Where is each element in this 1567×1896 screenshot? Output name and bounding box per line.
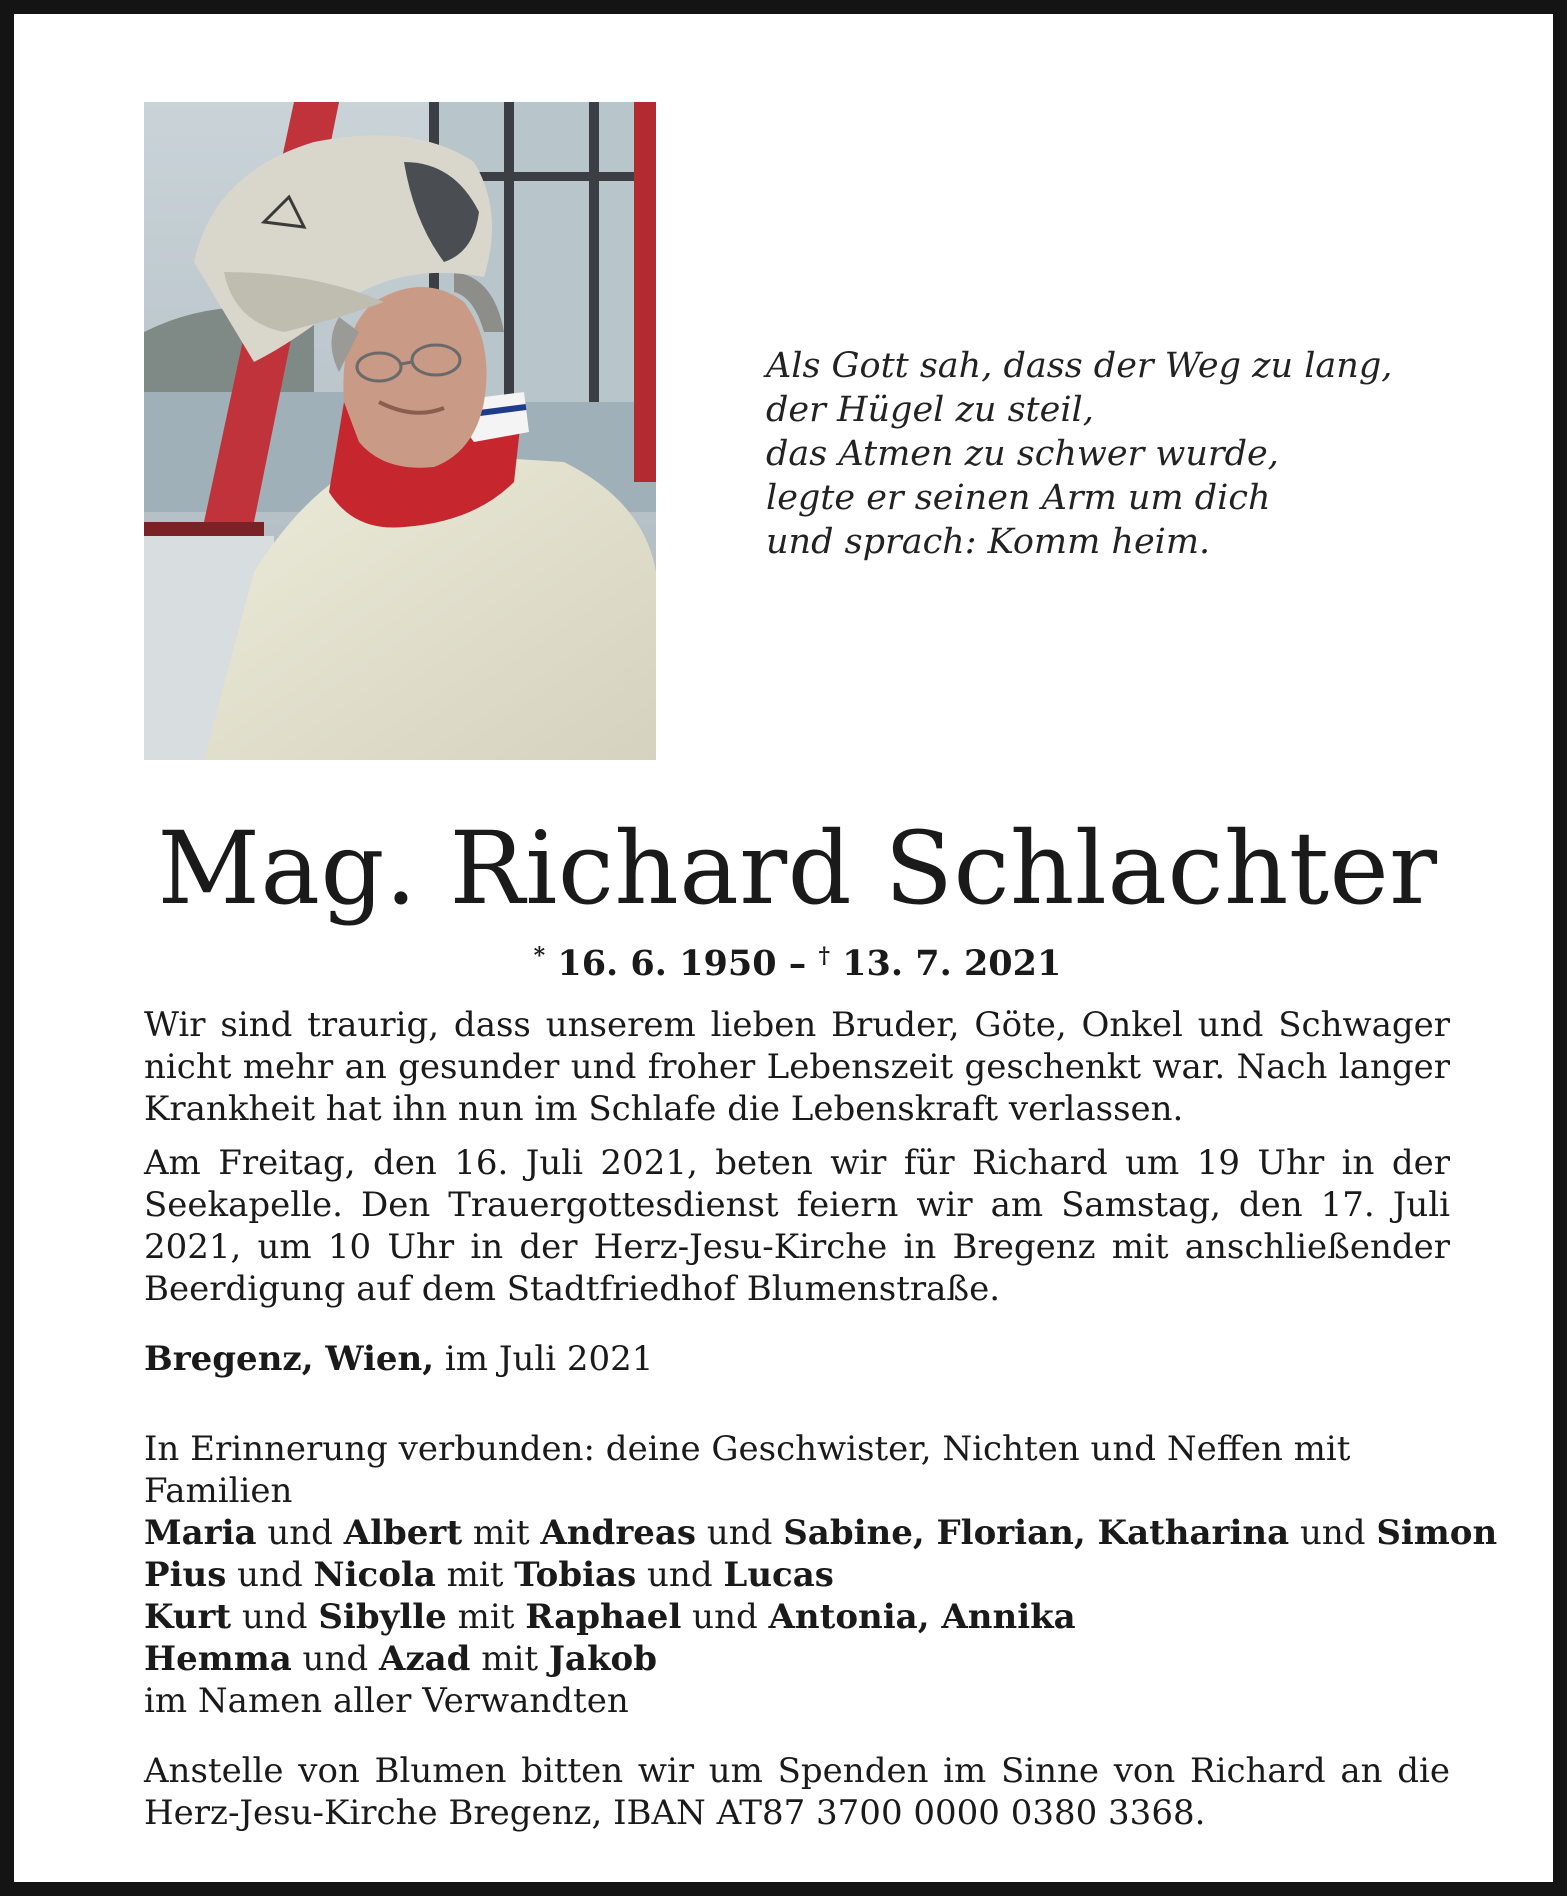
- family-member-name: Albert: [343, 1513, 463, 1553]
- family-line: [144, 1596, 1450, 1638]
- family-connector: und: [636, 1555, 724, 1595]
- family-line: [144, 1638, 1450, 1680]
- family-member-name: Antonia, Annika: [768, 1597, 1076, 1637]
- family-member-name: Simon: [1376, 1513, 1498, 1553]
- memory-intro: In Erinnerung verbunden: deine Geschwister, Nichten und Neffen mit Familien: [144, 1429, 1351, 1511]
- family-member-name: Andreas: [540, 1513, 697, 1553]
- family-connector: mit: [462, 1513, 541, 1553]
- portrait-photo: [144, 102, 656, 760]
- life-dates: [14, 935, 1567, 985]
- donation-note: Anstelle von Blumen bitten wir um Spenden im Sinne von Richard an die Herz-Jesu-Kirche Bregenz, IBAN AT87 3700 0000 0380 3368.: [144, 1751, 1450, 1833]
- memory-closing: im Namen aller Verwandten: [144, 1681, 629, 1721]
- poem-line: und sprach: Komm heim.: [766, 522, 1211, 562]
- family-connector: mit: [435, 1555, 515, 1595]
- family-connector: und: [226, 1555, 314, 1595]
- family-member-name: Hemma: [144, 1639, 292, 1679]
- poem-line: legte er seinen Arm um dich: [766, 478, 1271, 518]
- birth-date: 16. 6. 1950: [557, 943, 777, 984]
- birth-symbol: *: [533, 943, 546, 969]
- deceased-name: Mag. Richard Schlachter: [157, 810, 1438, 927]
- family-member-name: Jakob: [548, 1639, 657, 1679]
- family-line: [144, 1554, 1450, 1596]
- announcement-paragraph: Wir sind traurig, dass unserem lieben Bruder, Göte, Onkel und Schwager nicht mehr an gesunder und froher Lebenszeit geschenkt war. Nach langer Krankheit hat ihn nun im Schlafe die Lebenskraft verlassen.: [144, 1005, 1450, 1129]
- family-connector: mit: [470, 1639, 549, 1679]
- memory-section: [144, 1428, 1498, 1722]
- family-member-name: Sibylle: [318, 1597, 447, 1637]
- family-member-name: Lucas: [723, 1555, 834, 1595]
- death-symbol: †: [818, 943, 830, 969]
- family-member-name: Maria: [144, 1513, 257, 1553]
- family-member-name: Raphael: [525, 1597, 682, 1637]
- family-connector: und: [1289, 1513, 1377, 1553]
- place-date-line: [144, 1338, 1450, 1380]
- family-list: [144, 1512, 1498, 1680]
- service-paragraph: Am Freitag, den 16. Juli 2021, beten wir für Richard um 19 Uhr in der Seekapelle. Den Trauergottesdienst feiern wir am Samstag, den 17. Juli 2021, um 10 Uhr in der Herz-Jesu-Kirche in Bregenz mit anschließender Beerdigung auf dem Stadtfriedhof Blumenstraße.: [144, 1143, 1450, 1309]
- family-member-name: Kurt: [144, 1597, 232, 1637]
- family-connector: mit: [446, 1597, 526, 1637]
- poem: [766, 344, 1393, 564]
- obituary-body: [144, 1004, 1498, 1834]
- family-member-name: Azad: [378, 1639, 471, 1679]
- family-member-name: Tobias: [514, 1555, 637, 1595]
- family-line: [144, 1512, 1498, 1554]
- family-connector: und: [231, 1597, 319, 1637]
- place-cities: Bregenz, Wien,: [144, 1339, 435, 1379]
- death-date: 13. 7. 2021: [842, 943, 1062, 984]
- family-connector: und: [696, 1513, 784, 1553]
- family-member-name: Nicola: [313, 1555, 436, 1595]
- place-date: im Juli 2021: [444, 1339, 654, 1379]
- family-connector: und: [256, 1513, 344, 1553]
- poem-line: der Hügel zu steil,: [766, 390, 1094, 430]
- poem-line: das Atmen zu schwer wurde,: [766, 434, 1279, 474]
- family-member-name: Pius: [144, 1555, 227, 1595]
- poem-line: Als Gott sah, dass der Weg zu lang,: [766, 346, 1393, 386]
- family-connector: und: [291, 1639, 379, 1679]
- family-member-name: Sabine, Florian, Katharina: [783, 1513, 1290, 1553]
- date-dash: –: [788, 943, 807, 984]
- family-connector: und: [681, 1597, 769, 1637]
